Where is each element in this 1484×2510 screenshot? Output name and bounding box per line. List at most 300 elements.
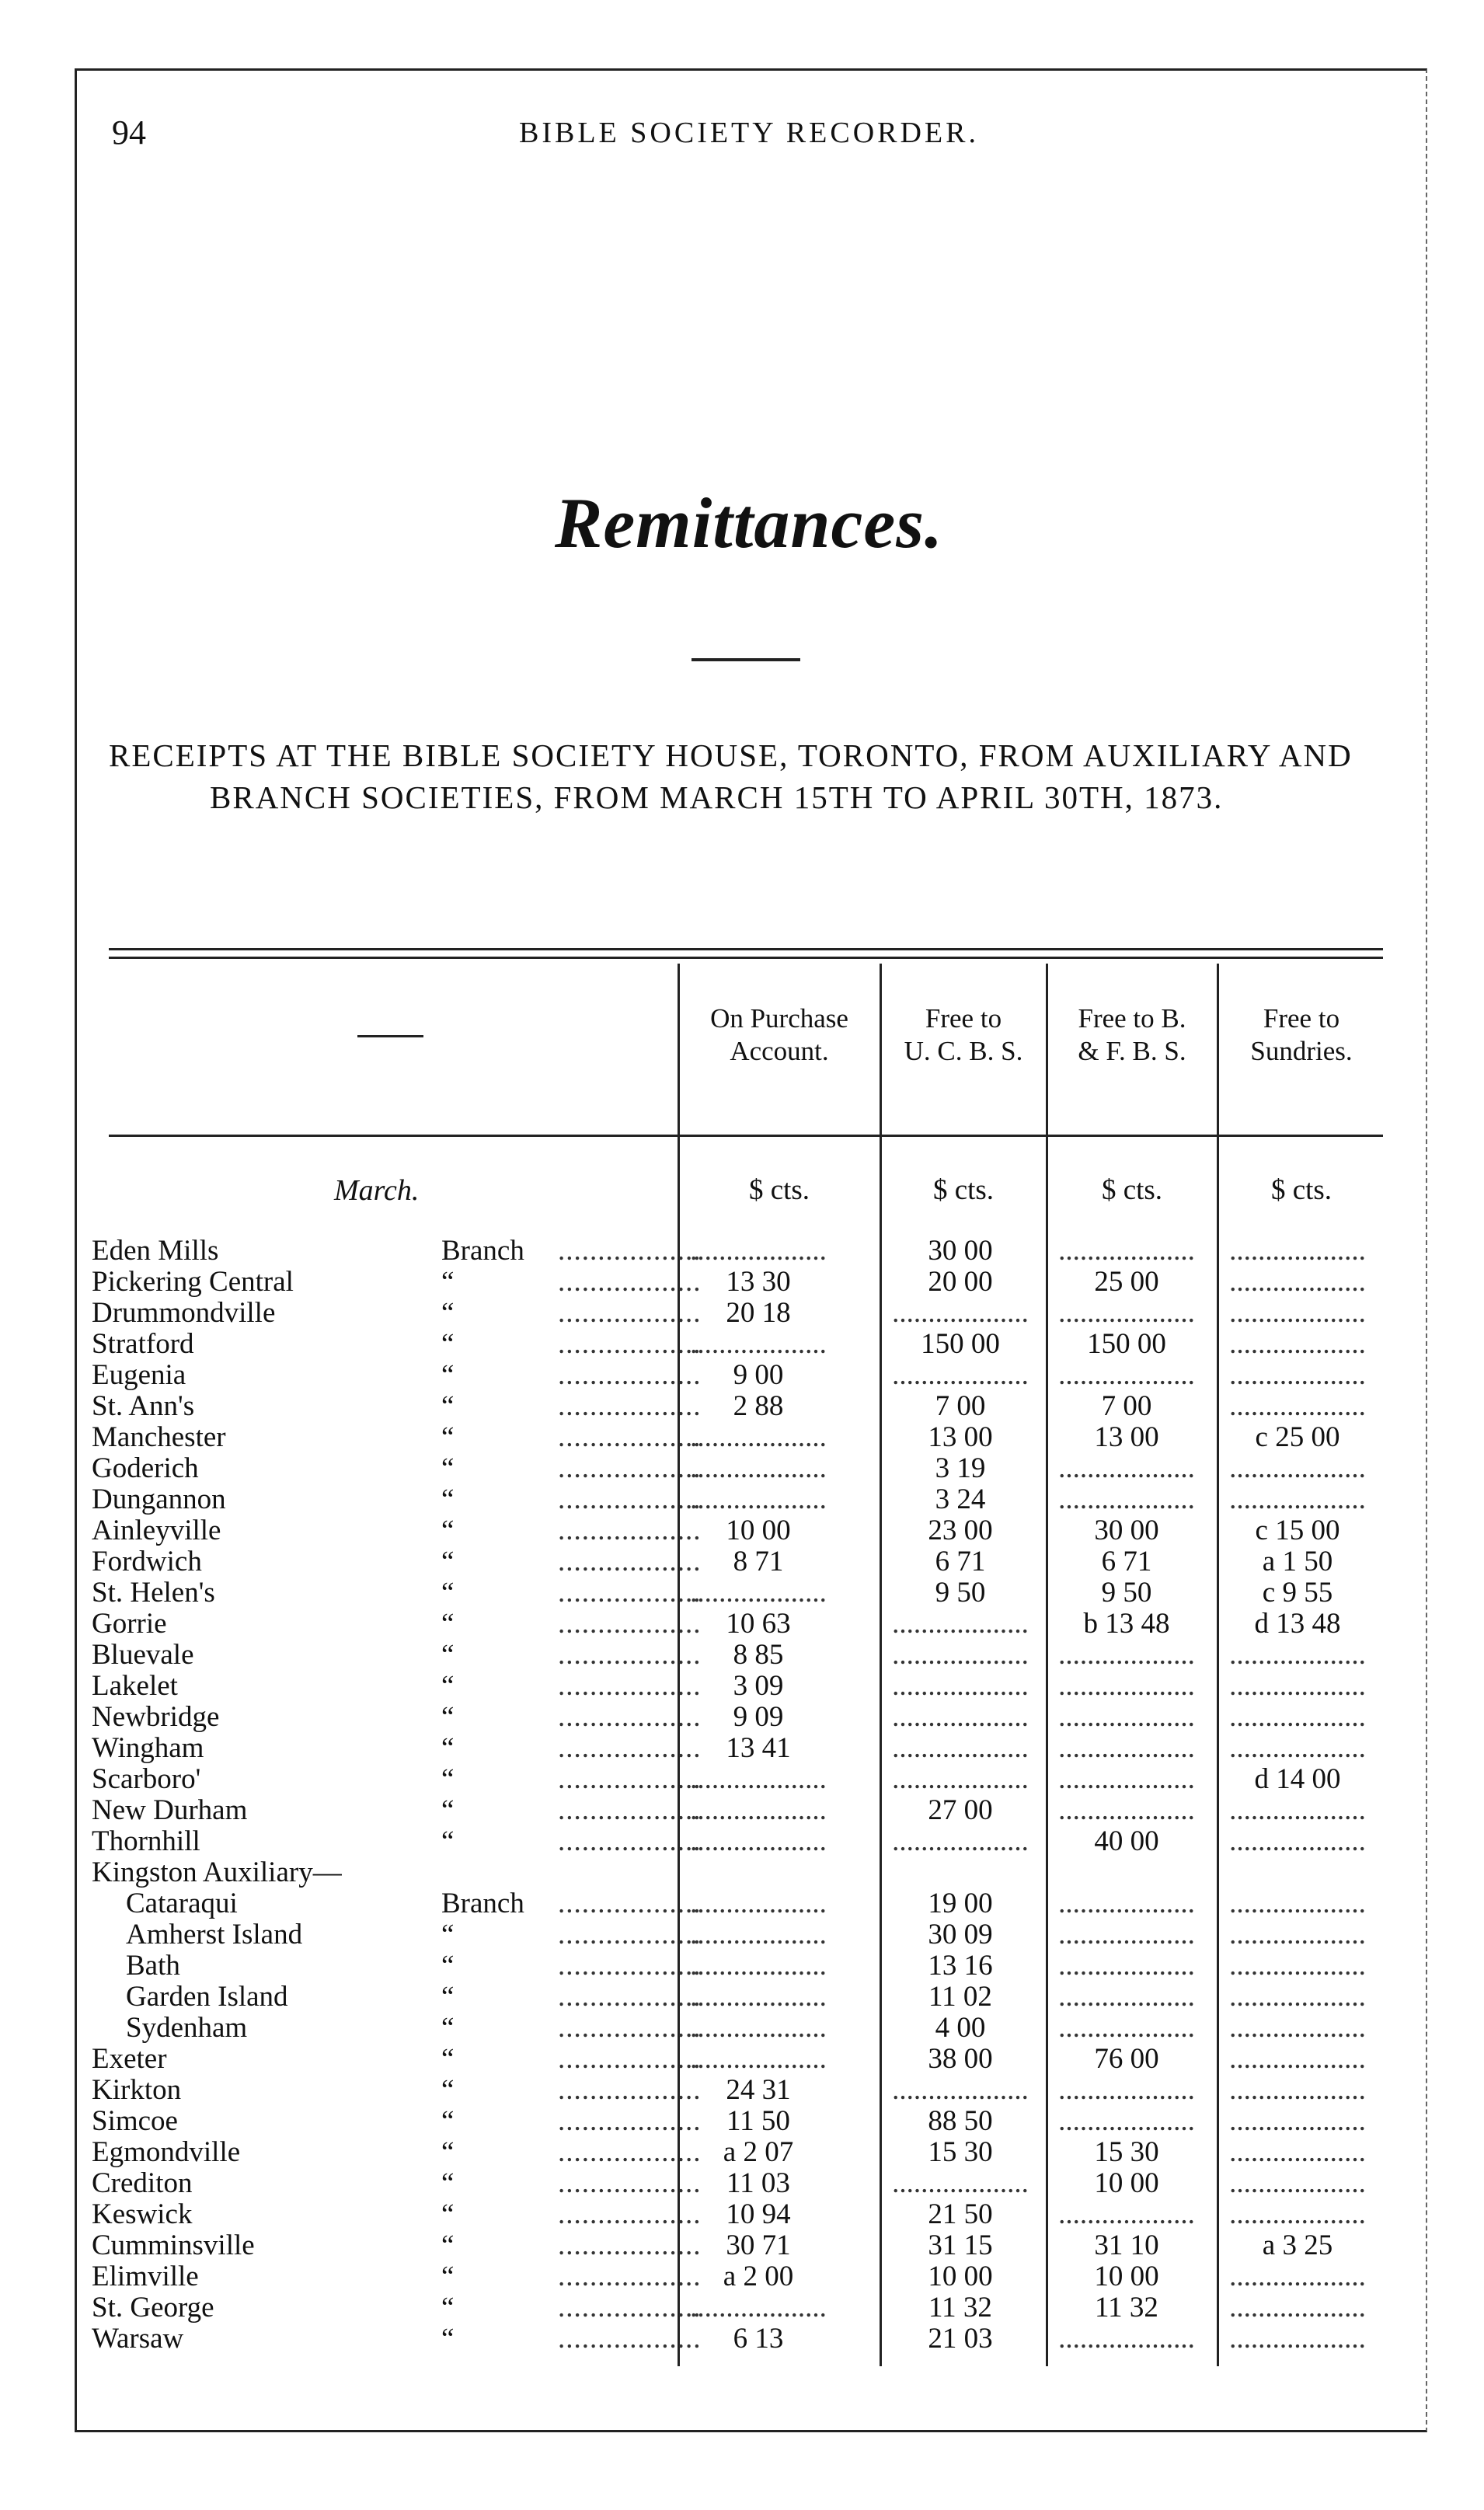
leader-dots: .................. bbox=[558, 1670, 702, 1702]
amount-cell: ................... bbox=[1229, 1328, 1366, 1360]
col-header-line: Free to B. bbox=[1078, 1003, 1186, 1034]
col-header-line: Account. bbox=[730, 1036, 829, 1066]
amount-cell: ................... bbox=[892, 1763, 1029, 1795]
amount-cell: ................... bbox=[892, 1639, 1029, 1671]
amount-cell: 13 16 bbox=[928, 1950, 993, 1982]
place-name: Sydenham bbox=[126, 2012, 248, 2044]
amount-cell: ................... bbox=[1058, 1452, 1195, 1484]
table-row bbox=[92, 2323, 1381, 2355]
amount-cell: ................... bbox=[1058, 2323, 1195, 2355]
col-header-line: Free to bbox=[1263, 1003, 1340, 1034]
amount-cell: ................... bbox=[1229, 1235, 1366, 1267]
society-type: “ bbox=[441, 1950, 455, 1982]
society-type: “ bbox=[441, 1577, 455, 1609]
amount-cell: ................... bbox=[1229, 1888, 1366, 1919]
amount-cell: 30 00 bbox=[1094, 1515, 1159, 1546]
table-row bbox=[92, 1733, 1381, 1764]
society-type: “ bbox=[441, 1919, 455, 1950]
table-row bbox=[92, 1267, 1381, 1298]
society-type: “ bbox=[441, 1639, 455, 1671]
amount-cell: ................... bbox=[1058, 1888, 1195, 1919]
col-header-line: On Purchase bbox=[710, 1003, 848, 1034]
place-name: Warsaw bbox=[92, 2323, 184, 2355]
society-type: “ bbox=[441, 2198, 455, 2230]
table-row bbox=[92, 2075, 1381, 2106]
title-rule bbox=[691, 658, 800, 661]
amount-cell: 31 15 bbox=[928, 2229, 993, 2261]
amount-cell: c 15 00 bbox=[1255, 1515, 1340, 1546]
amount-cell: c 25 00 bbox=[1255, 1421, 1340, 1453]
col-header-bfbs bbox=[1049, 1002, 1215, 1068]
table-row bbox=[92, 1640, 1381, 1671]
amount-cell: ................... bbox=[690, 1950, 827, 1982]
place-name: St. Ann's bbox=[92, 1390, 195, 1422]
leader-dots: .................. bbox=[558, 2323, 702, 2355]
place-name: Lakelet bbox=[92, 1670, 178, 1702]
amount-cell: ................... bbox=[1229, 1794, 1366, 1826]
amount-cell: 6 71 bbox=[935, 1546, 986, 1577]
amount-cell: ................... bbox=[1058, 2012, 1195, 2044]
amount-cell: d 13 48 bbox=[1254, 1608, 1341, 1640]
place-name: Eden Mills bbox=[92, 1235, 219, 1267]
society-type: “ bbox=[441, 1483, 455, 1515]
amount-cell: ................... bbox=[1229, 1950, 1366, 1982]
col-header-line: Free to bbox=[925, 1003, 1002, 1034]
amount-cell: 10 00 bbox=[928, 2261, 993, 2292]
place-name: Crediton bbox=[92, 2167, 193, 2199]
units-label: $ cts. bbox=[932, 1174, 995, 1206]
table-row bbox=[92, 2199, 1381, 2230]
amount-cell: ................... bbox=[1229, 1732, 1366, 1764]
society-type: “ bbox=[441, 2292, 455, 2323]
table-row bbox=[92, 1546, 1381, 1577]
table-row bbox=[92, 1515, 1381, 1546]
amount-cell: 7 00 bbox=[1101, 1390, 1152, 1422]
society-type: “ bbox=[441, 1732, 455, 1764]
table-top-rule bbox=[109, 948, 1383, 959]
amount-cell: 9 00 bbox=[733, 1359, 784, 1391]
amount-cell: ................... bbox=[690, 2012, 827, 2044]
amount-cell: ................... bbox=[1058, 1950, 1195, 1982]
amount-cell: 13 30 bbox=[726, 1266, 791, 1298]
leader-dots: .................. bbox=[558, 2198, 702, 2230]
leader-dots: .................. bbox=[558, 2167, 702, 2199]
amount-cell: ................... bbox=[690, 1794, 827, 1826]
amount-cell: a 3 25 bbox=[1262, 2229, 1333, 2261]
amount-cell: c 9 55 bbox=[1262, 1577, 1333, 1609]
place-name: Thornhill bbox=[92, 1825, 200, 1857]
amount-cell: 19 00 bbox=[928, 1888, 993, 1919]
journal-title: BIBLE SOCIETY RECORDER. bbox=[519, 117, 979, 149]
amount-cell: a 1 50 bbox=[1262, 1546, 1333, 1577]
amount-cell: 21 03 bbox=[928, 2323, 993, 2355]
place-name: Newbridge bbox=[92, 1701, 220, 1733]
society-type: “ bbox=[441, 1763, 455, 1795]
society-type: “ bbox=[441, 2074, 455, 2106]
page-title: Remittances. bbox=[554, 483, 944, 563]
amount-cell: ................... bbox=[690, 1919, 827, 1950]
society-type: “ bbox=[441, 2167, 455, 2199]
society-type: “ bbox=[441, 1266, 455, 1298]
table-row bbox=[92, 1422, 1381, 1453]
amount-cell: 10 94 bbox=[726, 2198, 791, 2230]
amount-cell: ................... bbox=[1058, 1732, 1195, 1764]
table-row bbox=[92, 1919, 1381, 1950]
leader-dots: .................. bbox=[558, 1515, 702, 1546]
leader-dots: .................. bbox=[558, 1919, 702, 1950]
table-row bbox=[92, 1826, 1381, 1857]
amount-cell: 11 50 bbox=[726, 2105, 790, 2137]
table-row bbox=[92, 1982, 1381, 2013]
table-row bbox=[92, 1329, 1381, 1360]
leader-dots: .................. bbox=[558, 1297, 702, 1329]
leader-dots: .................. bbox=[558, 2012, 702, 2044]
place-name: St. George bbox=[92, 2292, 214, 2323]
table-row bbox=[92, 1609, 1381, 1640]
place-name: Bath bbox=[126, 1950, 180, 1982]
amount-cell: ................... bbox=[690, 1235, 827, 1267]
leader-dots: .................. bbox=[558, 1421, 702, 1453]
amount-cell: ................... bbox=[1058, 1297, 1195, 1329]
stub-dash bbox=[357, 1035, 423, 1037]
place-name: Bluevale bbox=[92, 1639, 194, 1671]
table-row bbox=[92, 1298, 1381, 1329]
amount-cell: 38 00 bbox=[928, 2043, 993, 2075]
amount-cell: 11 32 bbox=[1095, 2292, 1158, 2323]
page-number: 94 bbox=[112, 113, 146, 152]
place-name: Manchester bbox=[92, 1421, 226, 1453]
amount-cell: ................... bbox=[1229, 1452, 1366, 1484]
society-type: “ bbox=[441, 1825, 455, 1857]
place-name: Stratford bbox=[92, 1328, 194, 1360]
society-type: “ bbox=[441, 2012, 455, 2044]
place-name: Kingston Auxiliary— bbox=[92, 1856, 342, 1888]
amount-cell: ................... bbox=[1058, 1483, 1195, 1515]
amount-cell: 9 50 bbox=[1101, 1577, 1152, 1609]
table-row bbox=[92, 2044, 1381, 2075]
units-label: $ cts. bbox=[748, 1174, 810, 1206]
leader-dots: .................. bbox=[558, 2074, 702, 2106]
place-name: St. Helen's bbox=[92, 1577, 215, 1609]
amount-cell: ................... bbox=[1229, 1981, 1366, 2013]
amount-cell: ................... bbox=[690, 1763, 827, 1795]
place-name: Kirkton bbox=[92, 2074, 182, 2106]
amount-cell: ................... bbox=[1058, 1670, 1195, 1702]
society-type: Branch bbox=[441, 1888, 524, 1919]
amount-cell: 8 85 bbox=[733, 1639, 784, 1671]
place-name: Pickering Central bbox=[92, 1266, 294, 1298]
place-name: Ainleyville bbox=[92, 1515, 221, 1546]
society-type: “ bbox=[441, 1546, 455, 1577]
amount-cell: 3 09 bbox=[733, 1670, 784, 1702]
amount-cell: 27 00 bbox=[928, 1794, 993, 1826]
society-type: “ bbox=[441, 1421, 455, 1453]
table-row bbox=[92, 1453, 1381, 1484]
amount-cell: 40 00 bbox=[1094, 1825, 1159, 1857]
place-name: Amherst Island bbox=[126, 1919, 303, 1950]
amount-cell: ................... bbox=[1229, 2323, 1366, 2355]
table-row bbox=[92, 1950, 1381, 1982]
society-type: “ bbox=[441, 2105, 455, 2137]
amount-cell: ................... bbox=[1229, 1825, 1366, 1857]
table-row bbox=[92, 2013, 1381, 2044]
place-name: Eugenia bbox=[92, 1359, 186, 1391]
amount-cell: ................... bbox=[1229, 2261, 1366, 2292]
col-header-sundries bbox=[1220, 1002, 1383, 1068]
society-type: Branch bbox=[441, 1235, 524, 1267]
col-header-line: & F. B. S. bbox=[1078, 1036, 1186, 1066]
leader-dots: .................. bbox=[558, 1235, 702, 1267]
units-label: $ cts. bbox=[1270, 1174, 1332, 1206]
amount-cell: 10 00 bbox=[1094, 2167, 1159, 2199]
leader-dots: .................. bbox=[558, 2261, 702, 2292]
amount-cell: ................... bbox=[892, 1732, 1029, 1764]
leader-dots: .................. bbox=[558, 1981, 702, 2013]
table-row bbox=[92, 2137, 1381, 2168]
amount-cell: ................... bbox=[1058, 1701, 1195, 1733]
table-row bbox=[92, 2106, 1381, 2137]
society-type: “ bbox=[441, 1981, 455, 2013]
amount-cell: ................... bbox=[892, 1670, 1029, 1702]
amount-cell: ................... bbox=[1058, 1763, 1195, 1795]
amount-cell: ................... bbox=[1229, 1297, 1366, 1329]
amount-cell: ................... bbox=[1058, 1639, 1195, 1671]
leader-dots: .................. bbox=[558, 2105, 702, 2137]
amount-cell: 150 00 bbox=[921, 1328, 1000, 1360]
amount-cell: 3 24 bbox=[935, 1483, 986, 1515]
amount-cell: 15 30 bbox=[1094, 2136, 1159, 2168]
amount-cell: 2 88 bbox=[733, 1390, 784, 1422]
leader-dots: .................. bbox=[558, 2292, 702, 2323]
place-name: Cumminsville bbox=[92, 2229, 255, 2261]
amount-cell: 25 00 bbox=[1094, 1266, 1159, 1298]
amount-cell: ................... bbox=[1229, 1359, 1366, 1391]
leader-dots: .................. bbox=[558, 1608, 702, 1640]
amount-cell: ................... bbox=[690, 1981, 827, 2013]
amount-cell: ................... bbox=[1058, 1981, 1195, 2013]
amount-cell: 9 50 bbox=[935, 1577, 986, 1609]
amount-cell: ................... bbox=[1058, 2074, 1195, 2106]
remittance-table bbox=[92, 1236, 1381, 2355]
amount-cell: 76 00 bbox=[1094, 2043, 1159, 2075]
amount-cell: 10 00 bbox=[726, 1515, 791, 1546]
amount-cell: d 14 00 bbox=[1254, 1763, 1341, 1795]
place-name: Drummondville bbox=[92, 1297, 276, 1329]
table-row bbox=[92, 1671, 1381, 1702]
amount-cell: ................... bbox=[892, 1359, 1029, 1391]
amount-cell: ................... bbox=[690, 1483, 827, 1515]
amount-cell: ................... bbox=[1229, 1266, 1366, 1298]
society-type: “ bbox=[441, 1390, 455, 1422]
amount-cell: ................... bbox=[1229, 2136, 1366, 2168]
amount-cell: 13 00 bbox=[928, 1421, 993, 1453]
month-label: March. bbox=[334, 1174, 420, 1207]
col-header-ucbs bbox=[883, 1002, 1044, 1068]
leader-dots: .................. bbox=[558, 1794, 702, 1826]
leader-dots: .................. bbox=[558, 2043, 702, 2075]
amount-cell: ................... bbox=[1229, 1390, 1366, 1422]
leader-dots: .................. bbox=[558, 1763, 702, 1795]
col-header-purchase bbox=[681, 1002, 878, 1068]
leader-dots: .................. bbox=[558, 1577, 702, 1609]
amount-cell: 20 18 bbox=[726, 1297, 791, 1329]
table-row bbox=[92, 1795, 1381, 1826]
amount-cell: ................... bbox=[1058, 2105, 1195, 2137]
amount-cell: ................... bbox=[1229, 1670, 1366, 1702]
leader-dots: .................. bbox=[558, 1452, 702, 1484]
amount-cell: ................... bbox=[892, 1701, 1029, 1733]
amount-cell: ................... bbox=[1229, 2012, 1366, 2044]
place-name: Egmondville bbox=[92, 2136, 241, 2168]
amount-cell: ................... bbox=[1229, 2043, 1366, 2075]
place-name: New Durham bbox=[92, 1794, 248, 1826]
table-row bbox=[92, 1484, 1381, 1515]
amount-cell: 15 30 bbox=[928, 2136, 993, 2168]
leader-dots: .................. bbox=[558, 1359, 702, 1391]
place-name: Exeter bbox=[92, 2043, 167, 2075]
place-name: Goderich bbox=[92, 1452, 199, 1484]
amount-cell: 23 00 bbox=[928, 1515, 993, 1546]
amount-cell: 11 03 bbox=[726, 2167, 790, 2199]
leader-dots: .................. bbox=[558, 1732, 702, 1764]
place-name: Scarboro' bbox=[92, 1763, 201, 1795]
amount-cell: ................... bbox=[892, 2167, 1029, 2199]
amount-cell: ................... bbox=[690, 1888, 827, 1919]
amount-cell: ................... bbox=[1229, 1483, 1366, 1515]
amount-cell: b 13 48 bbox=[1083, 1608, 1170, 1640]
amount-cell: ................... bbox=[1058, 1235, 1195, 1267]
table-row bbox=[92, 1391, 1381, 1422]
amount-cell: ................... bbox=[892, 2074, 1029, 2106]
amount-cell: ................... bbox=[1229, 1639, 1366, 1671]
amount-cell: ................... bbox=[892, 1297, 1029, 1329]
amount-cell: ................... bbox=[1229, 2198, 1366, 2230]
amount-cell: ................... bbox=[690, 1328, 827, 1360]
amount-cell: a 2 07 bbox=[723, 2136, 794, 2168]
amount-cell: 6 71 bbox=[1101, 1546, 1152, 1577]
table-row bbox=[92, 2292, 1381, 2323]
amount-cell: 11 32 bbox=[928, 2292, 992, 2323]
place-name: Cataraqui bbox=[126, 1888, 238, 1919]
society-type: “ bbox=[441, 1670, 455, 1702]
place-name: Gorrie bbox=[92, 1608, 167, 1640]
table-row bbox=[92, 1236, 1381, 1267]
leader-dots: .................. bbox=[558, 1266, 702, 1298]
amount-cell: ................... bbox=[690, 1825, 827, 1857]
place-name: Simcoe bbox=[92, 2105, 178, 2137]
amount-cell: 20 00 bbox=[928, 1266, 993, 1298]
table-row bbox=[92, 1888, 1381, 1919]
amount-cell: 30 09 bbox=[928, 1919, 993, 1950]
society-type: “ bbox=[441, 2229, 455, 2261]
amount-cell: ................... bbox=[1229, 2292, 1366, 2323]
amount-cell: ................... bbox=[1229, 1701, 1366, 1733]
amount-cell: ................... bbox=[1229, 2167, 1366, 2199]
society-type: “ bbox=[441, 1794, 455, 1826]
leader-dots: .................. bbox=[558, 1390, 702, 1422]
amount-cell: ................... bbox=[690, 1452, 827, 1484]
amount-cell: ................... bbox=[892, 1825, 1029, 1857]
leader-dots: .................. bbox=[558, 1950, 702, 1982]
amount-cell: 7 00 bbox=[935, 1390, 986, 1422]
amount-cell: ................... bbox=[1058, 1919, 1195, 1950]
intro-paragraph: RECEIPTS AT THE BIBLE SOCIETY HOUSE, TORONTO, FROM AUXILIARY AND BRANCH SOCIETIES, FROM MARCH 15TH TO APRIL 30TH, 1873. bbox=[109, 737, 1353, 815]
amount-cell: ................... bbox=[1229, 2105, 1366, 2137]
place-name: Wingham bbox=[92, 1732, 204, 1764]
header-bottom-rule bbox=[109, 1135, 1383, 1137]
leader-dots: .................. bbox=[558, 1888, 702, 1919]
amount-cell: 88 50 bbox=[928, 2105, 993, 2137]
place-name: Fordwich bbox=[92, 1546, 202, 1577]
place-name: Dungannon bbox=[92, 1483, 226, 1515]
col-header-line: Sundries. bbox=[1250, 1036, 1353, 1066]
amount-cell: ................... bbox=[1229, 1919, 1366, 1950]
society-type: “ bbox=[441, 1608, 455, 1640]
table-row bbox=[92, 2168, 1381, 2199]
table-row bbox=[92, 1702, 1381, 1733]
amount-cell: 9 09 bbox=[733, 1701, 784, 1733]
running-header bbox=[75, 113, 1423, 152]
leader-dots: .................. bbox=[558, 1825, 702, 1857]
table-row bbox=[92, 1764, 1381, 1795]
society-type: “ bbox=[441, 2261, 455, 2292]
leader-dots: .................. bbox=[558, 1546, 702, 1577]
leader-dots: .................. bbox=[558, 1328, 702, 1360]
amount-cell: 31 10 bbox=[1094, 2229, 1159, 2261]
amount-cell: 3 19 bbox=[935, 1452, 986, 1484]
amount-cell: 10 00 bbox=[1094, 2261, 1159, 2292]
amount-cell: ................... bbox=[690, 1421, 827, 1453]
leader-dots: .................. bbox=[558, 1639, 702, 1671]
amount-cell: ................... bbox=[690, 2292, 827, 2323]
society-type: “ bbox=[441, 1359, 455, 1391]
society-type: “ bbox=[441, 1297, 455, 1329]
place-name: Keswick bbox=[92, 2198, 193, 2230]
amount-cell: 24 31 bbox=[726, 2074, 791, 2106]
amount-cell: 13 41 bbox=[726, 1732, 791, 1764]
amount-cell: 6 13 bbox=[733, 2323, 784, 2355]
amount-cell: ................... bbox=[690, 2043, 827, 2075]
society-type: “ bbox=[441, 2323, 455, 2355]
amount-cell: 30 71 bbox=[726, 2229, 791, 2261]
leader-dots: .................. bbox=[558, 2229, 702, 2261]
society-type: “ bbox=[441, 1701, 455, 1733]
table-row bbox=[92, 1857, 1381, 1888]
leader-dots: .................. bbox=[558, 2136, 702, 2168]
place-name: Elimville bbox=[92, 2261, 199, 2292]
amount-cell: 10 63 bbox=[726, 1608, 791, 1640]
amount-cell: a 2 00 bbox=[723, 2261, 794, 2292]
amount-cell: 13 00 bbox=[1094, 1421, 1159, 1453]
amount-cell: ................... bbox=[1229, 2074, 1366, 2106]
amount-cell: 21 50 bbox=[928, 2198, 993, 2230]
amount-cell: 150 00 bbox=[1087, 1328, 1166, 1360]
amount-cell: ................... bbox=[690, 1577, 827, 1609]
amount-cell: ................... bbox=[1058, 2198, 1195, 2230]
leader-dots: .................. bbox=[558, 1483, 702, 1515]
amount-cell: 11 02 bbox=[928, 1981, 992, 2013]
amount-cell: 30 00 bbox=[928, 1235, 993, 1267]
amount-cell: ................... bbox=[1058, 1794, 1195, 1826]
amount-cell: ................... bbox=[892, 1608, 1029, 1640]
col-header-line: U. C. B. S. bbox=[904, 1036, 1023, 1066]
society-type: “ bbox=[441, 1452, 455, 1484]
place-name: Garden Island bbox=[126, 1981, 288, 2013]
table-row bbox=[92, 1360, 1381, 1391]
society-type: “ bbox=[441, 1515, 455, 1546]
amount-cell: ................... bbox=[1058, 1359, 1195, 1391]
amount-cell: 8 71 bbox=[733, 1546, 784, 1577]
